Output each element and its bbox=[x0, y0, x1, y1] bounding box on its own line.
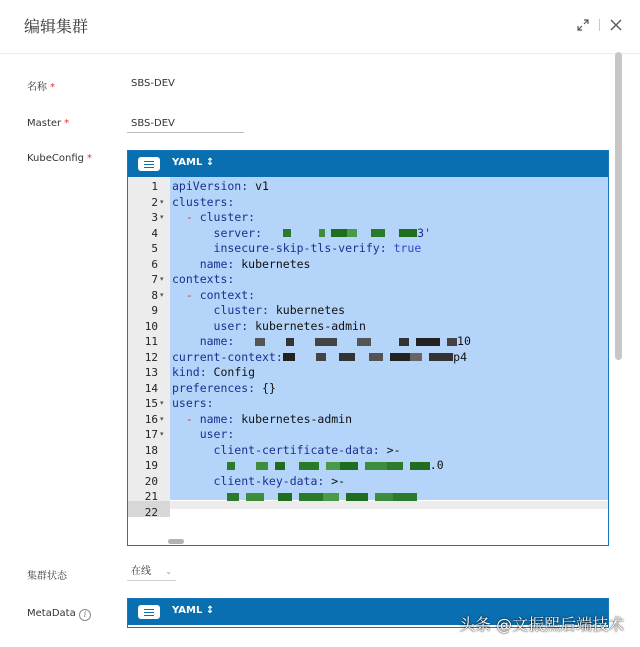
required-mark: * bbox=[50, 82, 55, 93]
code-line: name: kubernetes bbox=[172, 256, 311, 271]
line-number: 9 bbox=[151, 304, 158, 317]
dialog-header bbox=[0, 0, 640, 54]
name-label-text: 名称 bbox=[27, 82, 47, 93]
fold-toggle-icon[interactable]: ▾ bbox=[160, 430, 164, 438]
code-line: server: 3' bbox=[172, 225, 432, 240]
code-line: - cluster: bbox=[172, 210, 256, 224]
code-line: kind: Config bbox=[172, 365, 256, 379]
line-number: 14 bbox=[144, 381, 158, 395]
line-number: 6 bbox=[151, 257, 158, 271]
dialog-scrollbar[interactable] bbox=[615, 52, 622, 360]
status-value: 在线 bbox=[131, 566, 151, 577]
code-line: apiVersion: v1 bbox=[172, 179, 269, 193]
fold-toggle-icon[interactable]: ▾ bbox=[160, 197, 164, 206]
code-line: client-certificate-data: >- bbox=[172, 442, 401, 457]
line-number: 17 bbox=[144, 428, 158, 441]
metadata-label: MetaData bbox=[27, 608, 76, 619]
code-line bbox=[172, 489, 417, 505]
required-mark: * bbox=[86, 153, 92, 164]
code-line: preferences: {} bbox=[172, 380, 276, 395]
line-number: 10 bbox=[144, 319, 158, 333]
line-number: 22 bbox=[144, 505, 158, 519]
fold-toggle-icon[interactable]: ▾ bbox=[160, 275, 164, 283]
line-number: 13 bbox=[144, 366, 158, 379]
fold-toggle-icon[interactable]: ▾ bbox=[160, 414, 164, 423]
line-number-gutter bbox=[128, 177, 170, 519]
code-line: user: bbox=[172, 427, 235, 441]
line-number: 5 bbox=[151, 242, 158, 255]
code-line: clusters: bbox=[172, 194, 235, 209]
line-number: 7 bbox=[151, 273, 158, 286]
required-mark: * bbox=[64, 118, 70, 129]
master-label-text: Master bbox=[27, 118, 62, 129]
name-value: SBS-DEV bbox=[131, 78, 175, 89]
master-label bbox=[27, 118, 69, 129]
fold-toggle-icon[interactable]: ▾ bbox=[160, 290, 164, 299]
close-icon[interactable] bbox=[608, 17, 624, 33]
line-number: 16 bbox=[144, 412, 158, 426]
line-number: 15 bbox=[144, 397, 158, 410]
fold-toggle-icon[interactable]: ▾ bbox=[160, 213, 164, 221]
dialog-title: 编辑集群 bbox=[24, 17, 89, 36]
info-icon[interactable]: i bbox=[79, 609, 91, 621]
metadata-editor-mode-select[interactable]: YAML ↕ bbox=[172, 605, 215, 616]
code-line: users: bbox=[172, 396, 214, 410]
line-number: 4 bbox=[151, 226, 158, 240]
menu-icon[interactable] bbox=[138, 605, 160, 619]
menu-icon[interactable] bbox=[138, 157, 160, 171]
code-line: user: kubernetes-admin bbox=[172, 318, 366, 333]
kubeconfig-label-text: KubeConfig bbox=[27, 153, 84, 164]
code-line: - context: bbox=[172, 287, 256, 302]
line-number: 12 bbox=[144, 350, 158, 364]
expand-icon[interactable] bbox=[575, 17, 591, 33]
code-line: insecure-skip-tls-verify: true bbox=[172, 241, 422, 255]
line-number: 3 bbox=[151, 211, 158, 224]
code-line: .0 bbox=[172, 458, 444, 474]
header-divider bbox=[599, 19, 600, 31]
editor-toolbar bbox=[128, 151, 608, 177]
editor-mode-select[interactable]: YAML ↕ bbox=[172, 157, 215, 168]
name-label bbox=[27, 78, 55, 93]
line-number: 11 bbox=[144, 335, 158, 348]
code-line: name: 10 bbox=[172, 334, 471, 348]
status-select[interactable] bbox=[127, 563, 176, 581]
line-number: 18 bbox=[144, 443, 158, 457]
fold-toggle-icon[interactable]: ▾ bbox=[160, 399, 164, 407]
kubeconfig-editor[interactable] bbox=[127, 150, 609, 546]
editor-horizontal-scrollbar[interactable] bbox=[168, 539, 184, 544]
code-line: current-context: p4 bbox=[172, 349, 468, 364]
line-number: 19 bbox=[144, 459, 158, 472]
master-input[interactable]: SBS-DEV bbox=[127, 115, 244, 133]
kubeconfig-label bbox=[27, 153, 92, 164]
code-line: - name: kubernetes-admin bbox=[172, 411, 353, 426]
header-actions bbox=[575, 17, 624, 33]
code-line: contexts: bbox=[172, 272, 235, 286]
code-line: client-key-data: >- bbox=[172, 473, 346, 488]
status-label: 集群状态 bbox=[27, 571, 67, 582]
line-number: 21 bbox=[144, 490, 158, 503]
watermark: 头条 @文振熙后端技术 bbox=[459, 615, 625, 634]
line-number: 8 bbox=[151, 288, 158, 302]
line-number: 1 bbox=[151, 180, 158, 193]
line-number: 2 bbox=[151, 195, 158, 209]
code-line: cluster: kubernetes bbox=[172, 303, 346, 317]
line-number: 20 bbox=[144, 474, 158, 488]
code-area[interactable] bbox=[170, 177, 608, 509]
chevron-down-icon: ⌄ bbox=[165, 567, 172, 576]
